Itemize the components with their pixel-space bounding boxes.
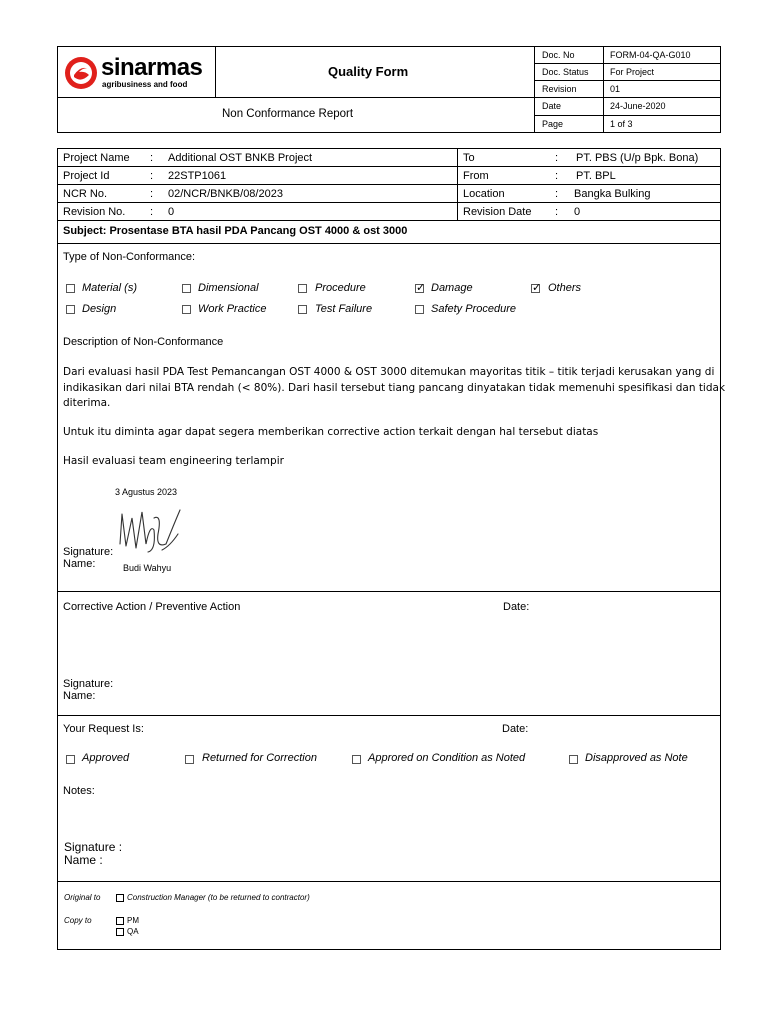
ncr-no-label: NCR No.	[63, 188, 108, 200]
corrective-date-label: Date:	[503, 601, 530, 613]
request-date-label: Date:	[502, 723, 529, 735]
section-divider	[57, 715, 721, 716]
header-divider-meta	[534, 46, 535, 133]
meta-value-date: 24-June-2020	[610, 101, 666, 111]
disapproved-label: Disapproved as Note	[585, 752, 688, 764]
returned-for-correction-label: Returned for Correction	[202, 752, 317, 764]
section-divider	[57, 591, 721, 592]
dimensional-label: Dimensional	[198, 282, 259, 294]
from-label: From	[463, 170, 489, 182]
nc-signature-label: Signature:	[63, 546, 114, 558]
notes-label: Notes:	[63, 785, 95, 797]
ncr-no-value: 02/NCR/BNKB/08/2023	[168, 188, 283, 200]
handwritten-signature-icon	[114, 504, 184, 566]
location-value: Bangka Bulking	[574, 188, 651, 200]
header-divider-row	[57, 97, 534, 98]
checkbox-damage[interactable]	[415, 284, 424, 293]
attachment-note-text: Hasil evaluasi team engineering terlampir	[63, 455, 284, 467]
nc-name-label: Name:	[63, 558, 96, 570]
from-value: PT. BPL	[576, 170, 616, 182]
info-row-line	[57, 184, 721, 185]
colon: :	[555, 152, 559, 164]
header-divider-logo	[215, 46, 216, 97]
info-row-line	[57, 202, 721, 203]
approved-on-condition-label: Approred on Condition as Noted	[368, 752, 526, 764]
checkbox-material[interactable]	[66, 284, 75, 293]
meta-label-revision: Revision	[542, 84, 577, 94]
subject-row-line	[57, 243, 721, 244]
project-id-label: Project Id	[63, 170, 110, 182]
corrective-name-label: Name:	[63, 690, 96, 702]
project-name-value: Additional OST BNKB Project	[168, 152, 313, 164]
request-label: Your Request Is:	[63, 723, 144, 735]
meta-value-doc-status: For Project	[610, 67, 655, 77]
meta-row-line	[534, 115, 721, 116]
safety-procedure-label: Safety Procedure	[431, 303, 516, 315]
nc-signature-date: 3 Agustus 2023	[115, 487, 178, 497]
revision-date-label: Revision Date	[463, 206, 532, 218]
checkbox-work-practice[interactable]	[182, 305, 191, 314]
original-to-value: Construction Manager (to be returned to contractor)	[127, 893, 310, 902]
meta-row-line	[534, 63, 721, 64]
meta-label-date: Date	[542, 101, 562, 111]
header-divider-meta-inner	[603, 46, 604, 133]
material-label: Material (s)	[82, 282, 138, 294]
description-line: diterima.	[63, 397, 111, 409]
to-value: PT. PBS (U/p Bpk. Bona)	[576, 152, 699, 164]
company-logo	[64, 54, 214, 94]
checkbox-approved-on-condition[interactable]	[352, 755, 361, 764]
request-signature-label: Signature :	[64, 840, 123, 854]
checkbox-returned-for-correction[interactable]	[185, 755, 194, 764]
others-label: Others	[548, 282, 582, 294]
description-line: Dari evaluasi hasil PDA Test Pemancangan OST 4000 & OST 3000 ditemukan mayoritas titik – titik terjadi kerusakan yang di	[63, 366, 715, 378]
description-line: indikasikan dari nilai BTA rendah (< 80%). Dari hasil tersebut tiang pancang dinyatakan tidak memenuhi spesifikasi dan tidak	[63, 382, 726, 394]
revision-no-label: Revision No.	[63, 206, 126, 218]
colon: :	[555, 206, 559, 218]
corrective-action-label: Corrective Action / Preventive Action	[63, 601, 241, 613]
colon: :	[150, 170, 154, 182]
report-title: Non Conformance Report	[222, 108, 354, 120]
meta-value-doc-no: FORM-04-QA-G010	[610, 50, 691, 60]
copy-to-label: Copy to	[64, 916, 92, 925]
checkbox-others[interactable]	[531, 284, 540, 293]
copy-to-pm-checkbox[interactable]	[116, 917, 124, 925]
location-label: Location	[463, 188, 505, 200]
form-title: Quality Form	[328, 64, 409, 79]
nc-signer-name: Budi Wahyu	[123, 563, 172, 573]
procedure-label: Procedure	[315, 282, 366, 294]
meta-row-line	[534, 80, 721, 81]
original-to-checkbox[interactable]	[116, 894, 124, 902]
logo-text: sinarmas	[101, 54, 203, 81]
meta-value-revision: 01	[610, 84, 621, 94]
project-id-value: 22STP1061	[168, 170, 227, 182]
meta-label-page: Page	[542, 119, 564, 129]
design-label: Design	[82, 303, 117, 315]
meta-label-doc-no: Doc. No	[542, 50, 575, 60]
checkbox-test-failure[interactable]	[298, 305, 307, 314]
info-row-line	[57, 220, 721, 221]
checkbox-safety-procedure[interactable]	[415, 305, 424, 314]
checkbox-disapproved[interactable]	[569, 755, 578, 764]
colon: :	[555, 170, 559, 182]
work-practice-label: Work Practice	[198, 303, 267, 315]
meta-value-page: 1 of 3	[610, 119, 633, 129]
meta-label-doc-status: Doc. Status	[542, 67, 589, 77]
checkbox-procedure[interactable]	[298, 284, 307, 293]
checkbox-approved[interactable]	[66, 755, 75, 764]
copy-to-pm: PM	[127, 916, 139, 925]
request-name-label: Name :	[64, 853, 103, 867]
meta-row-line	[534, 97, 721, 98]
nc-type-label: Type of Non-Conformance:	[63, 251, 196, 263]
damage-label: Damage	[431, 282, 473, 294]
sinarmas-logo-icon	[64, 56, 98, 90]
logo-subtitle: agribusiness and food	[102, 80, 188, 89]
to-label: To	[463, 152, 475, 164]
revision-date-value: 0	[574, 206, 581, 218]
project-name-label: Project Name	[63, 152, 130, 164]
approved-label: Approved	[82, 752, 130, 764]
test-failure-label: Test Failure	[315, 303, 373, 315]
copy-to-qa-checkbox[interactable]	[116, 928, 124, 936]
original-to-label: Original to	[64, 893, 101, 902]
corrective-signature-label: Signature:	[63, 678, 114, 690]
colon: :	[555, 188, 559, 200]
section-divider	[57, 881, 721, 882]
subject-line: Subject: Prosentase BTA hasil PDA Pancang OST 4000 & ost 3000	[63, 225, 408, 237]
description-label: Description of Non-Conformance	[63, 336, 224, 348]
corrective-request-text: Untuk itu diminta agar dapat segera memberikan corrective action terkait dengan hal tersebut diatas	[63, 426, 599, 438]
info-row-line	[57, 166, 721, 167]
colon: :	[150, 152, 154, 164]
checkbox-design[interactable]	[66, 305, 75, 314]
colon: :	[150, 188, 154, 200]
revision-no-value: 0	[168, 206, 175, 218]
copy-to-qa: QA	[127, 927, 139, 936]
checkbox-dimensional[interactable]	[182, 284, 191, 293]
colon: :	[150, 206, 154, 218]
info-col-divider	[457, 148, 458, 220]
